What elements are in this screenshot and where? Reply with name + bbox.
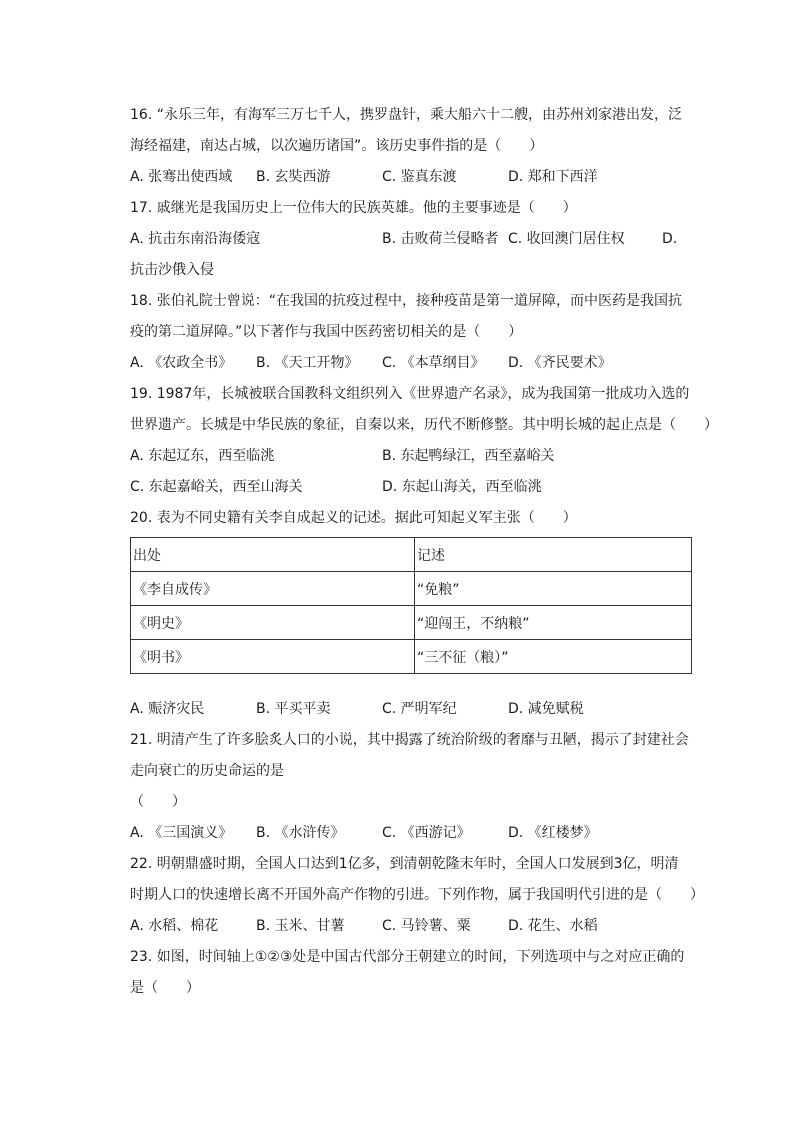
question-21-options xyxy=(130,818,692,849)
option-b[interactable]: B. 玉米、甘薯 xyxy=(256,918,345,934)
question-21-stem-line1: 21. 明清产生了许多脍炙人口的小说，其中揭露了统治阶级的奢靡与丑陋，揭示了封建社会 xyxy=(130,732,689,748)
question-16 xyxy=(130,100,692,193)
question-17 xyxy=(130,193,692,286)
option-b[interactable]: B. 《天工开物》 xyxy=(256,355,359,371)
table-header-row xyxy=(131,538,692,572)
option-b[interactable]: B. 击败荷兰侵略者 xyxy=(382,231,499,247)
option-d[interactable]: D. 东起山海关，西至临洮 xyxy=(382,479,542,495)
option-d[interactable]: D. 郑和下西洋 xyxy=(508,169,598,185)
table-row xyxy=(131,640,692,674)
option-b[interactable]: B. 玄奘西游 xyxy=(256,169,331,185)
question-23 xyxy=(130,942,692,1004)
spacer xyxy=(130,674,692,694)
option-c[interactable]: C. 收回澳门居住权 xyxy=(508,231,625,247)
option-c[interactable]: C. 东起嘉峪关，西至山海关 xyxy=(130,479,303,495)
question-18 xyxy=(130,286,692,379)
question-17-stem: 17. 戚继光是我国历史上一位伟大的民族英雄。他的主要事迹是（ ） xyxy=(130,200,577,216)
source-table xyxy=(130,537,692,674)
table-cell-record: “免粮” xyxy=(415,572,692,606)
question-18-stem-line2: 疫的第二道屏障。”以下著作与我国中医药密切相关的是（ ） xyxy=(130,324,523,340)
question-21 xyxy=(130,725,692,849)
option-a[interactable]: A. 东起辽东，西至临洮 xyxy=(130,448,275,464)
table-row xyxy=(131,572,692,606)
question-19-stem-line1: 19. 1987年，长城被联合国教科文组织列入《世界遗产名录》，成为我国第一批成功入选的 xyxy=(130,386,690,402)
option-d[interactable]: D. 《红楼梦》 xyxy=(508,825,598,841)
question-19-options-row1 xyxy=(130,441,692,472)
question-23-stem-line1: 23. 如图，时间轴上①②③处是中国古代部分王朝建立的时间，下列选项中与之对应正确的 xyxy=(130,949,685,965)
table-cell-source: 《明书》 xyxy=(131,640,415,674)
option-a[interactable]: A. 赈济灾民 xyxy=(130,701,205,717)
question-18-stem-line1: 18. 张伯礼院士曾说：“在我国的抗疫过程中，接种疫苗是第一道屏障，而中医药是我国抗 xyxy=(130,293,682,309)
option-c[interactable]: C. 鉴真东渡 xyxy=(382,169,457,185)
option-a[interactable]: A. 抗击东南沿海倭寇 xyxy=(130,231,261,247)
option-d[interactable]: D. xyxy=(662,231,678,247)
option-d[interactable]: D. 花生、水稻 xyxy=(508,918,598,934)
question-19-options-row2 xyxy=(130,472,692,503)
question-20-stem: 20. 表为不同史籍有关李自成起义的记述。据此可知起义军主张（ ） xyxy=(130,510,577,526)
option-a[interactable]: A. 《三国演义》 xyxy=(130,825,233,841)
question-16-options xyxy=(130,162,692,193)
question-22-stem-line2: 时期人口的快速增长离不开国外高产作物的引进。下列作物，属于我国明代引进的是（ ） xyxy=(130,887,704,903)
question-22-stem-line1: 22. 明朝鼎盛时期，全国人口达到1亿多，到清朝乾隆末年时，全国人口发展到3亿，明清 xyxy=(130,856,679,872)
question-23-stem-line2: 是（ ） xyxy=(130,980,200,996)
table-header-source: 出处 xyxy=(131,538,415,572)
option-c[interactable]: C. 马铃薯、粟 xyxy=(382,918,471,934)
table-cell-record: “三不征（粮）” xyxy=(415,640,692,674)
option-c[interactable]: C. 《本草纲目》 xyxy=(382,355,485,371)
question-20 xyxy=(130,503,692,725)
question-16-stem-line2: 海经福建，南达占城，以次遍历诸国”。该历史事件指的是（ ） xyxy=(130,138,544,154)
option-b[interactable]: B. 《水浒传》 xyxy=(256,825,345,841)
table-cell-source: 《明史》 xyxy=(131,606,415,640)
option-c[interactable]: C. 严明军纪 xyxy=(382,701,457,717)
option-a[interactable]: A. 水稻、棉花 xyxy=(130,918,219,934)
table-cell-record: “迎闯王，不纳粮” xyxy=(415,606,692,640)
table-header-record: 记述 xyxy=(415,538,692,572)
question-20-options xyxy=(130,694,692,725)
question-16-stem-line1: 16. “永乐三年，有海军三万七千人，携罗盘针，乘大船六十二艘，由苏州刘家港出发，泛 xyxy=(130,107,682,123)
question-19 xyxy=(130,379,718,503)
question-19-stem-line2: 世界遗产。长城是中华民族的象征，自秦以来，历代不断修整。其中明长城的起止点是（ ） xyxy=(130,417,718,433)
question-22 xyxy=(130,849,704,942)
table-cell-source: 《李自成传》 xyxy=(131,572,415,606)
option-d[interactable]: D. 减免赋税 xyxy=(508,701,584,717)
question-18-options xyxy=(130,348,692,379)
exam-page xyxy=(130,100,718,1004)
table-row xyxy=(131,606,692,640)
question-17-options xyxy=(130,224,692,255)
question-17-option-d-text[interactable]: 抗击沙俄入侵 xyxy=(130,262,214,278)
option-a[interactable]: A. 《农政全书》 xyxy=(130,355,233,371)
question-22-options xyxy=(130,911,692,942)
question-21-stem-line2: 走向衰亡的历史命运的是 xyxy=(130,763,284,779)
option-d[interactable]: D. 《齐民要术》 xyxy=(508,355,612,371)
option-a[interactable]: A. 张骞出使西域 xyxy=(130,169,233,185)
option-b[interactable]: B. 平买平卖 xyxy=(256,701,331,717)
question-21-answer-blank: （ ） xyxy=(130,794,186,810)
option-c[interactable]: C. 《西游记》 xyxy=(382,825,471,841)
option-b[interactable]: B. 东起鸭绿江，西至嘉峪关 xyxy=(382,448,555,464)
